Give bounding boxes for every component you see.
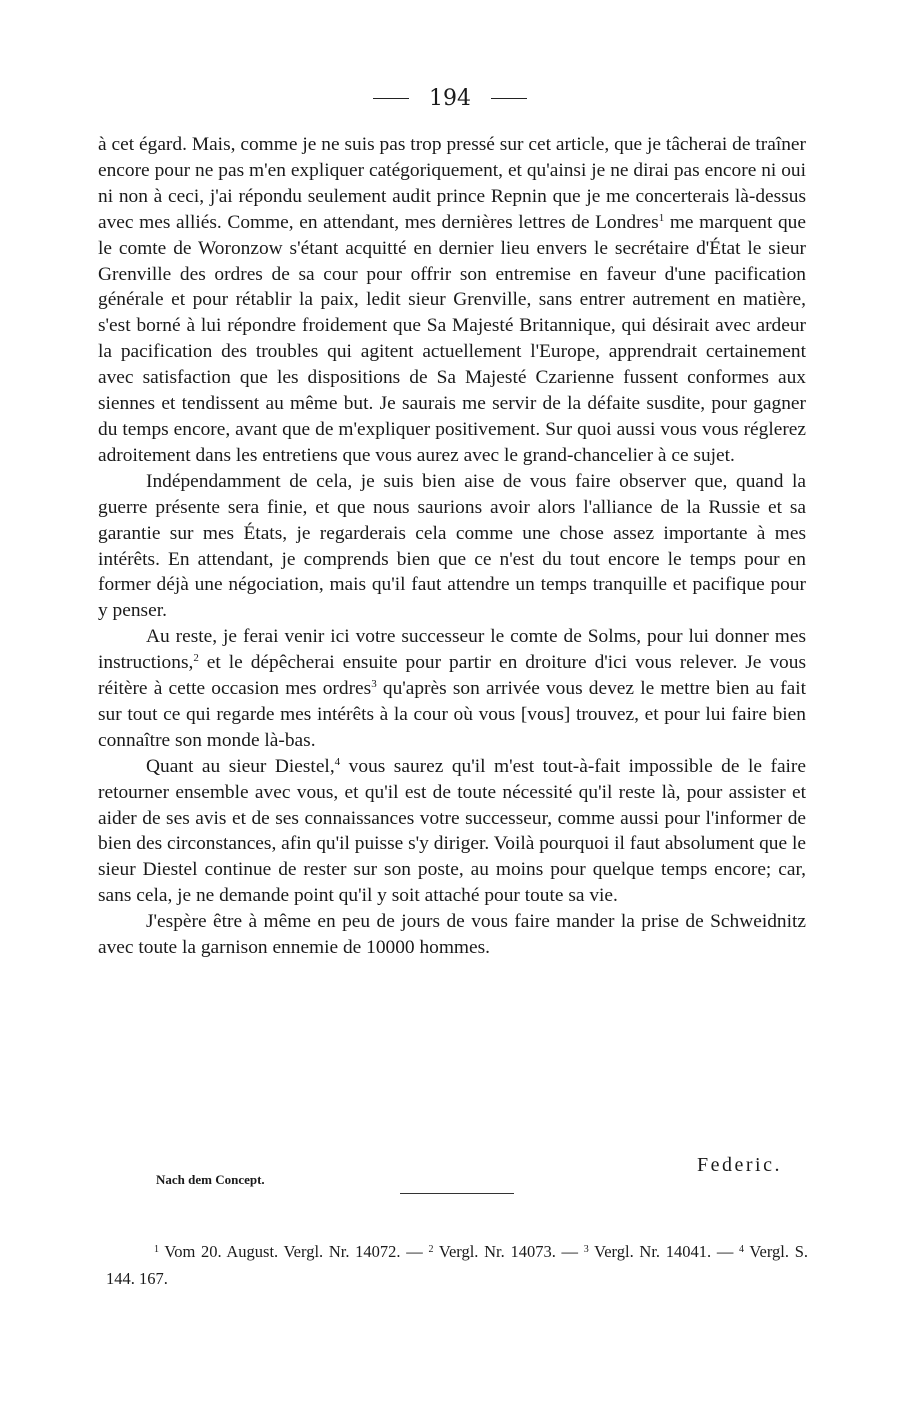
paragraph-text: Au reste, je ferai venir ici votre successeur le comte de Solms, pour lui donner mes instructions, xyxy=(98,626,806,674)
footnote-reference: 3 xyxy=(371,678,377,691)
footnote-text: Vergl. Nr. 14073. — xyxy=(433,1242,584,1261)
header-rule-left xyxy=(373,98,409,99)
paragraph xyxy=(98,624,806,754)
footnote-reference: 1 xyxy=(658,211,665,224)
paragraph-text: et le dépêcherai ensuite pour partir en droiture d'ici vous relever. Je vous réitère à cette occasion mes ordres xyxy=(98,652,806,700)
paragraph xyxy=(98,909,806,961)
paragraph xyxy=(98,754,806,909)
footnote-marker: 3 xyxy=(583,1244,589,1255)
footnotes xyxy=(106,1238,808,1292)
paragraph xyxy=(98,132,806,469)
paragraph-text: Quant au sieur Diestel, xyxy=(146,755,335,777)
paragraph-text: me marquent que le comte de Woronzow s'étant acquitté en dernier lieu envers le secrétaire d'État le sieur Grenville des ordres de sa cour pour offrir son entremise en faveur d'une pacification générale et pour rétablir la paix, ledit sieur Grenville, sans entrer autrement en matière, s'est borné à lui répondre froidement que Sa Majesté Britannique, qui désirait avec ardeur la pacification des troubles qui agitent actuellement l'Europe, apprendrait certainement avec satisfaction que les dispositions de Sa Majesté Czarienne fussent conformes aux siennes et tendissent au même but. Je saurais me servir de la défaite susdite, pour gagner du temps encore, avant que de m'expliquer positivement. Sur quoi aussi vous vous réglerez adroitement dans les entretiens que vous aurez avec le grand-chancelier à ce sujet. xyxy=(98,211,806,466)
letter-body xyxy=(98,132,806,961)
paragraph-text: J'espère être à même en peu de jours de vous faire mander la prise de Schweidnitz avec toute la garnison ennemie de 10000 hommes. xyxy=(98,911,806,959)
footnote-reference: 2 xyxy=(193,652,199,665)
header-rule-right xyxy=(491,98,527,99)
paragraph xyxy=(98,469,806,624)
paragraph-text: qu'après son arrivée vous devez le mettre bien au fait sur tout ce qui regarde mes intérêts à la cour où vous [vous] trouvez, et pour lui faire bien connaître son monde là-bas. xyxy=(98,678,806,751)
source-note: Nach dem Concept. xyxy=(156,1172,265,1187)
footnote-marker: 4 xyxy=(739,1244,745,1255)
footnote-text: Vergl. S. 144. 167. xyxy=(106,1242,809,1288)
closing xyxy=(98,1152,806,1192)
page-header xyxy=(0,86,900,111)
paragraph-text: à cet égard. Mais, comme je ne suis pas trop pressé sur cet article, que je tâcherai de traîner encore pour ne pas m'en expliquer catégoriquement, et qu'ainsi je ne dirai pas encore ni oui ni non à ceci, j'ai répondu seulement audit prince Repnin que je me concerterais là-dessus avec mes alliés. Comme, en attendant, mes dernières lettres de Londres xyxy=(98,134,806,233)
footnote-marker: 2 xyxy=(428,1244,434,1255)
footnote-reference: 4 xyxy=(334,755,341,768)
footnote-divider xyxy=(400,1193,514,1194)
paragraph-text: Indépendamment de cela, je suis bien aise de vous faire observer que, quand la guerre présente sera finie, et que nous saurions avoir alors l'alliance de la Russie et sa garantie sur mes États, je regarderais cela comme une chose assez importante à mes intérêts. En attendant, je comprends bien que ce n'est du tout encore le temps pour en former déjà une négociation, mais qu'il faut attendre un temps tranquille et pacifique pour y penser. xyxy=(98,470,806,622)
signature: Federic. xyxy=(697,1154,782,1176)
footnote-text: Vom 20. August. Vergl. Nr. 14072. — xyxy=(159,1242,429,1261)
footnote-text: Vergl. Nr. 14041. — xyxy=(588,1242,740,1261)
footnote-line xyxy=(106,1238,808,1292)
page-number: 194 xyxy=(429,86,471,111)
paragraph-text: vous saurez qu'il m'est tout-à-fait impossible de le faire retourner ensemble avec vous, et qu'il est de toute nécessité qu'il reste là, pour assister et aider de ses avis et de ses connaissances votre successeur, comme aussi pour l'informer de bien des circonstances, afin qu'il puisse s'y diriger. Voilà pourquoi il faut absolument que le sieur Diestel continue de rester sur son poste, au moins pour quelque temps encore; car, sans cela, je ne demande point qu'il y soit attaché pour toute sa vie. xyxy=(98,755,806,907)
footnote-marker: 1 xyxy=(154,1244,159,1255)
